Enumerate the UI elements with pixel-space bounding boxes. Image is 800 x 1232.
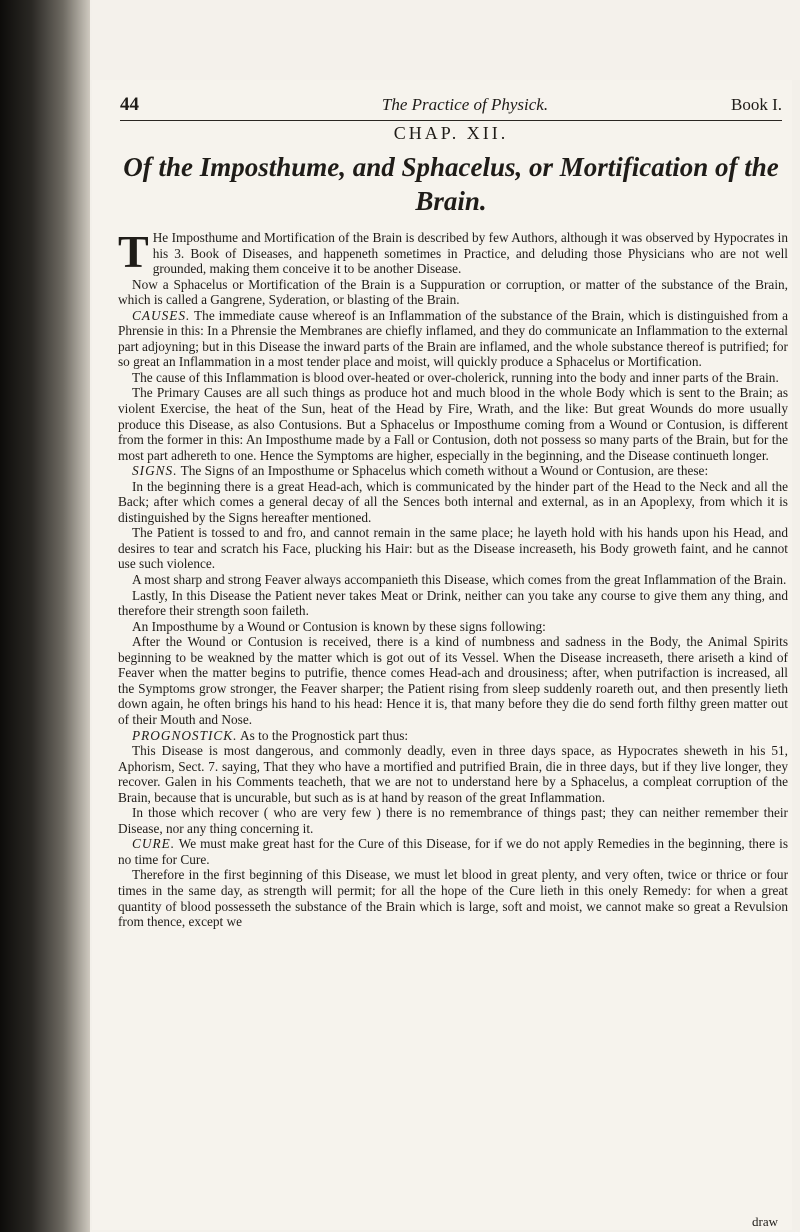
book-spine-shadow [0, 0, 90, 1232]
section-label: SIGNS. [132, 463, 178, 479]
drop-cap: T [118, 226, 149, 277]
running-title: The Practice of Physick. [381, 95, 549, 114]
section-label: PROGNOSTICK. [132, 727, 238, 743]
paragraph: The cause of this Inflammation is blood over-heated or over-cholerick, running into the body and inner parts of the Brain. [132, 369, 779, 385]
chapter-title: Of the Imposthume, and Sphacelus, or Mortification of the Brain. [123, 152, 779, 216]
paragraph: In those which recover ( who are very few ) there is no remembrance of things past; they can neither remember their Disease, nor any thing concerning it. [118, 805, 788, 836]
section-label: CURE. [132, 836, 176, 852]
running-head [120, 94, 782, 121]
paragraph: Now a Sphacelus or Mortification of the Brain is a Suppuration or corruption, or matter of the substance of the Brain, which is called a Gangrene, Syderation, or blasting of the Brain. [118, 276, 788, 308]
paragraph: Therefore in the first beginning of this Disease, we must let blood in great plenty, and very often, twice or thrice or four times in the same day, as strength will permit; for all the hope of the Cure lieth in this onely Remedy: for when a great quantity of blood possesseth the substance of the Brain which is large, soft and moist, we cannot make so great a Revulsion from thence, except we [118, 867, 788, 930]
top-margin [92, 0, 800, 80]
paragraph: T He Imposthume and Mortification of the Brain is described by few Authors, although it was observed by Hypocrates in his 3. Book of Diseases, and happeneth sometimes in Practice, and deluding those Physicians who are not well grounded, making them conceive it to be another Disease. [118, 226, 788, 277]
section-label: CAUSES. [132, 307, 191, 323]
paragraph: A most sharp and strong Feaver always accompanieth this Disease, which comes from the great Inflammation of the Brain. [132, 572, 787, 588]
paragraph: Lastly, In this Disease the Patient never takes Meat or Drink, neither can you take any course to give them any thing, and therefore their strength soon faileth. [118, 587, 788, 619]
page-number: 44 [120, 94, 139, 115]
chapter-heading: CHAP. XII. [393, 123, 509, 143]
paragraph: This Disease is most dangerous, and commonly deadly, even in three days space, as Hypocrates sheweth in his 51, Aphorism, Sect. 7. saying, That they who have a mortified and putrified Brain, die in three days, but if they live longer, they recover. Galen in his Comments teacheth, that we are not to understand here by a Sphacelus, a compleat corruption of the Brain, because that is uncurable, but such as is at hand by reason of the great Inflammation. [118, 743, 788, 805]
paragraph: In the beginning there is a great Head-ach, which is communicated by the hinder part of the Head to the Neck and all the Back; after which comes a general decay of all the Sences both internal and external, as in an Apoplexy, from which it is distinguished by the Signs hereafter mentioned. [118, 478, 788, 525]
paragraph: SIGNS. The Signs of an Imposthume or Sphacelus which cometh without a Wound or Contusion, are these: [132, 463, 709, 479]
paragraph: An Imposthume by a Wound or Contusion is known by these signs following: [132, 618, 546, 634]
paragraph: The Patient is tossed to and fro, and cannot remain in the same place; he layeth hold with his hands upon his Head, and desires to tear and scratch his Face, plucking his Hair: but as the Disease increaseth, his Body groweth faint, and he cannot use such violence. [118, 525, 788, 572]
paragraph: The Primary Causes are all such things as produce hot and much blood in the whole Body which is sent to the Brain; as violent Exercise, the heat of the Sun, heat of the Head by Fire, Wrath, and the like: But great Wounds do more usually produce this Disease, as also Contusions. But a Sphacelus or Imposthume coming from a Wound or Contusion, is different from the former in this: An Imposthume made by a Fall or Contusion, doth not possess so many parts of the Brain, but for the most part adhereth to one. Hence the Symptoms are higher, especially in the beginning, and the Disease continueth longer. [118, 385, 788, 463]
paragraph: CAUSES. The immediate cause whereof is an Inflammation of the substance of the Brain, which is distinguished from a Phrensie in this: In a Phrensie the Membranes are chiefly inflamed, and they do communicate an Inflammation to the external part adjoyning; but in this Disease the inward parts of the Brain are inflamed, and the whole substance thereof is putrified; for so great an Inflammation in a most tender place and moist, will quickly produce a Sphacelus or Mortification. [118, 307, 788, 370]
paragraph: PROGNOSTICK. As to the Prognostick part thus: [132, 727, 409, 743]
paragraph: After the Wound or Contusion is received, there is a kind of numbness and sadness in the Body, the Animal Spirits beginning to be weakned by the matter which is got out of its Vessel. When the Disease increaseth, there ariseth a kind of Feaver when the matter begins to putrifie, thence comes Head-ach and drousiness; after, when putrifaction is increased, all the Symptoms grow stronger, the Feaver sharper; the Patient rising from sleep suddenly roareth out, and then presently lieth down again, he often brings his hand to his head: Hence it is, that many before they die do send forth filthy green matter out of their Mouth and Nose. [118, 634, 788, 727]
catchword: draw [752, 1214, 778, 1229]
body-text [118, 226, 788, 930]
book-label: Book I. [730, 95, 782, 114]
paragraph: CURE. We must make great hast for the Cure of this Disease, for if we do not apply Remedies in the beginning, there is no time for Cure. [118, 836, 788, 867]
